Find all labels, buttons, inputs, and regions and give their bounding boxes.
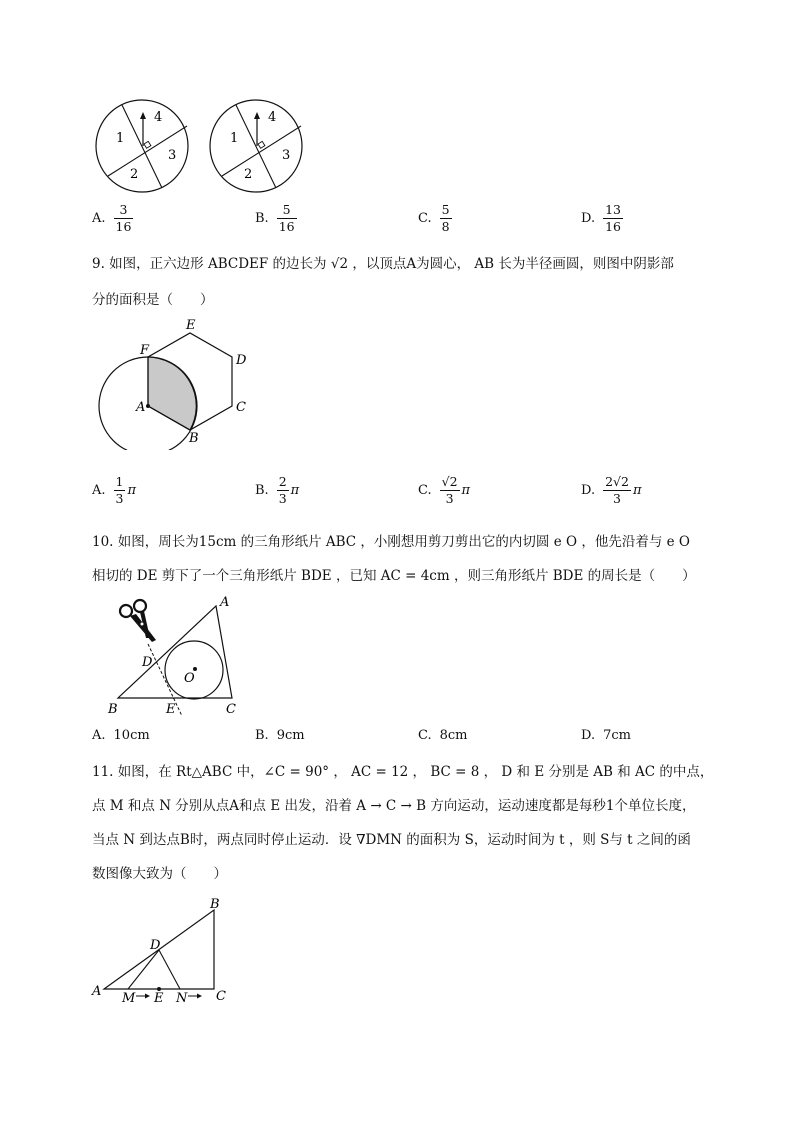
label-m: M — [122, 991, 136, 1006]
q11-text-line-3: 当点 N 到达点B时，两点同时停止运动．设 ∇DMN 的面积为 S，运动时间为 t ，则 S与 t 之间的函 — [92, 832, 691, 848]
fraction: $\frac{√2}{3}$ — [441, 474, 458, 506]
q8-spinner-figure — [94, 98, 310, 194]
label-a: A — [220, 595, 230, 610]
label-d: D — [150, 938, 161, 953]
q10-option-c[interactable]: C. 8cm — [418, 728, 468, 743]
fraction: $\frac{2√2}{3}$ — [605, 474, 629, 506]
spinner-label-4: 4 — [154, 110, 163, 125]
spinner-left — [96, 100, 188, 192]
label-e: E — [166, 702, 176, 717]
fraction: $\frac{2}{3}$ — [278, 474, 287, 506]
label-o: O — [184, 671, 195, 686]
q8-option-d[interactable]: D. $\frac{13}{16}$ — [581, 202, 621, 234]
scissors-icon — [120, 600, 156, 642]
q9-text-line-2: 分的面积是（ ） — [92, 292, 214, 308]
q10-text-line-1: 10. 如图，周长为15cm 的三角形纸片 ABC ，小刚想用剪刀剪出它的内切圆 e O ，他先沿着与 e O — [92, 534, 690, 550]
q10-option-a[interactable]: A. 10cm — [92, 728, 150, 743]
fraction: $\frac{5}{16}$ — [278, 202, 295, 234]
label-b: B — [189, 431, 199, 446]
fraction: $\frac{1}{3}$ — [115, 474, 124, 506]
label-d: D — [142, 655, 153, 670]
spinner-label-1: 1 — [230, 131, 239, 146]
label-c: C — [216, 989, 226, 1004]
q10-text-line-2: 相切的 DE 剪下了一个三角形纸片 BDE ，已知 AC = 4cm ，则三角形纸片 BDE 的周长是（ ） — [92, 568, 696, 584]
spinner-label-1: 1 — [116, 131, 125, 146]
segment-dn — [159, 950, 180, 989]
segment-dm — [128, 950, 159, 989]
shaded-region — [148, 357, 196, 430]
label-e: E — [154, 991, 164, 1006]
q9-option-b[interactable]: B. $\frac{2}{3}$ π — [255, 474, 300, 506]
q9-option-c[interactable]: C. $\frac{√2}{3}$ π — [418, 474, 471, 506]
label-c: C — [236, 400, 246, 415]
fraction: $\frac{3}{16}$ — [115, 202, 132, 234]
label-n: N — [176, 991, 188, 1006]
spinner-label-3: 3 — [282, 148, 291, 163]
q10-option-d[interactable]: D. 7cm — [581, 728, 631, 743]
label-c: C — [226, 702, 236, 717]
fraction: $\frac{13}{16}$ — [605, 202, 621, 234]
label-b: B — [210, 898, 220, 912]
spinner-label-4: 4 — [268, 110, 277, 125]
label-d: D — [236, 353, 247, 368]
q9-option-a[interactable]: A. $\frac{1}{3}$ π — [92, 474, 137, 506]
spinner-right — [210, 100, 302, 192]
q11-text-line-1: 11. 如图，在 Rt△ABC 中，∠C = 90° ， AC = 12 ， BC = 8 ， D 和 E 分别是 AB 和 AC 的中点， — [92, 764, 714, 780]
q8-option-c[interactable]: C. $\frac{5}{8}$ — [418, 202, 450, 234]
q9-option-d[interactable]: D. $\frac{2√2}{3}$ π — [581, 474, 642, 506]
spinner-label-2: 2 — [130, 167, 139, 182]
label-a: A — [92, 984, 102, 999]
spinner-label-3: 3 — [168, 148, 177, 163]
spinner-label-2: 2 — [244, 167, 253, 182]
q10-option-b[interactable]: B. 9cm — [255, 728, 305, 743]
cut-line-de — [148, 644, 182, 716]
fraction: $\frac{5}{8}$ — [441, 202, 450, 234]
q11-text-line-4: 数图像大致为（ ） — [92, 866, 227, 882]
label-a: A — [136, 400, 146, 415]
q8-option-a[interactable]: A. $\frac{3}{16}$ — [92, 202, 132, 234]
q11-right-triangle-figure — [90, 898, 240, 1010]
label-f: F — [140, 343, 150, 358]
label-b: B — [108, 702, 118, 717]
q10-triangle-figure — [106, 594, 256, 718]
q11-text-line-2: 点 M 和点 N 分别从点A和点 E 出发，沿着 A → C → B 方向运动，运动速度都是每秒1个单位长度， — [92, 798, 696, 814]
q8-option-b[interactable]: B. $\frac{5}{16}$ — [255, 202, 295, 234]
q9-text-line-1: 9. 如图，正六边形 ABCDEF 的边长为 √2 ，以顶点A为圆心， AB 长为半径画圆，则图中阴影部 — [92, 256, 674, 272]
label-e: E — [186, 318, 196, 333]
q9-hexagon-figure — [96, 316, 256, 450]
